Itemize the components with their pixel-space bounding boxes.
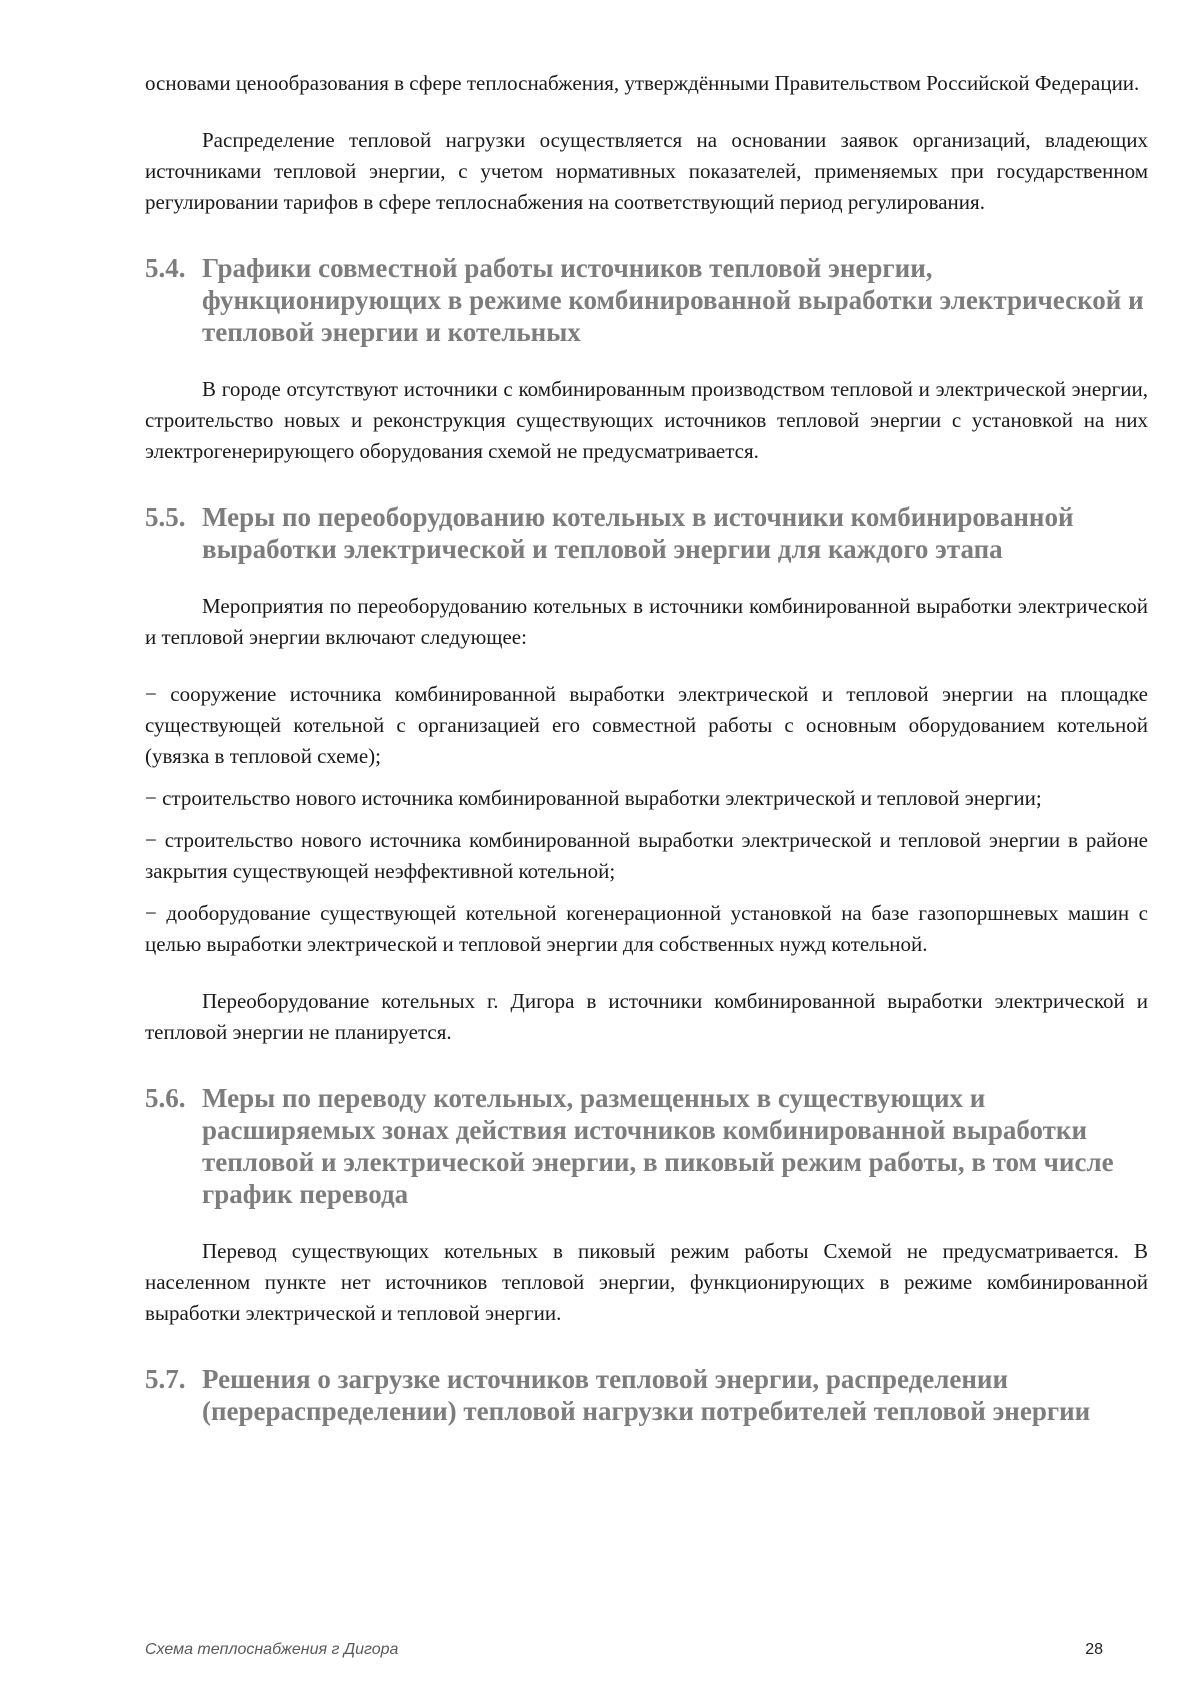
paragraph-load-distribution: Распределение тепловой нагрузки осуществляется на основании заявок организаций, владеющих источниками тепловой энергии, с учетом нормативных показателей, применяемых при государственном регулировании тарифов в сфере теплоснабжения на соответствующий период регулирования. [145,128,1148,214]
footer-title: Схема теплоснабжения г Дигора [145,1641,399,1658]
heading-text: Меры по переводу котельных, размещенных в существующих и расширяемых зонах действия источников комбинированной выработки тепловой и электрической энергии, в пиковый режим работы, в том числе график перевода [202,1083,1114,1209]
heading-5-4 [145,252,1148,348]
heading-number: 5.7. [145,1364,186,1394]
heading-text: Графики совместной работы источников тепловой энергии, функционирующих в режиме комбинированной выработки электрической и тепловой энергии и котельных [202,253,1144,347]
heading-text: Решения о загрузке источников тепловой энергии, распределении (перераспределении) тепловой нагрузки потребителей тепловой энергии [202,1364,1091,1426]
page-number: 28 [1085,1641,1103,1658]
list-item: − строительство нового источника комбинированной выработки электрической и тепловой энергии в районе закрытия существующей неэффективной котельной; [145,828,1148,883]
heading-5-6 [145,1082,1148,1210]
paragraph-no-conversion: Переоборудование котельных г. Дигора в источники комбинированной выработки электрической и тепловой энергии не планируется. [145,989,1148,1044]
heading-text: Меры по переоборудованию котельных в источники комбинированной выработки электрической и тепловой энергии для каждого этапа [202,502,1074,564]
heading-number: 5.4. [145,253,186,283]
list-item: − сооружение источника комбинированной выработки электрической и тепловой энергии на площадке существующей котельной с организацией его совместной работы с основным оборудованием котельной (увязка в тепловой схеме); [145,682,1148,768]
measures-list [145,679,1148,960]
heading-5-7 [145,1363,1148,1427]
paragraph-measures-intro: Мероприятия по переоборудованию котельных в источники комбинированной выработки электрической и тепловой энергии включают следующее: [145,594,1148,649]
paragraph-no-cogeneration: В городе отсутствуют источники с комбинированным производством тепловой и электрической энергии, строительство новых и реконструкция существующих источников тепловой энергии с установкой на них электрогенерирующего оборудования схемой не предусматривается. [145,377,1148,463]
heading-number: 5.6. [145,1083,186,1113]
list-item: − строительство нового источника комбинированной выработки электрической и тепловой энергии; [145,786,1042,810]
page-content [145,68,1148,1427]
paragraph-peak-mode: Перевод существующих котельных в пиковый режим работы Схемой не предусматривается. В населенном пункте нет источников тепловой энергии, функционирующих в режиме комбинированной выработки электрической и тепловой энергии. [145,1239,1148,1325]
list-item: − дооборудование существующей котельной когенерационной установкой на базе газопоршневых машин с целью выработки электрической и тепловой энергии для собственных нужд котельной. [145,901,1148,956]
heading-5-5 [145,501,1148,565]
paragraph-pricing-basis: основами ценообразования в сфере теплоснабжения, утверждёнными Правительством Российской Федерации. [145,71,1140,95]
heading-number: 5.5. [145,502,186,532]
